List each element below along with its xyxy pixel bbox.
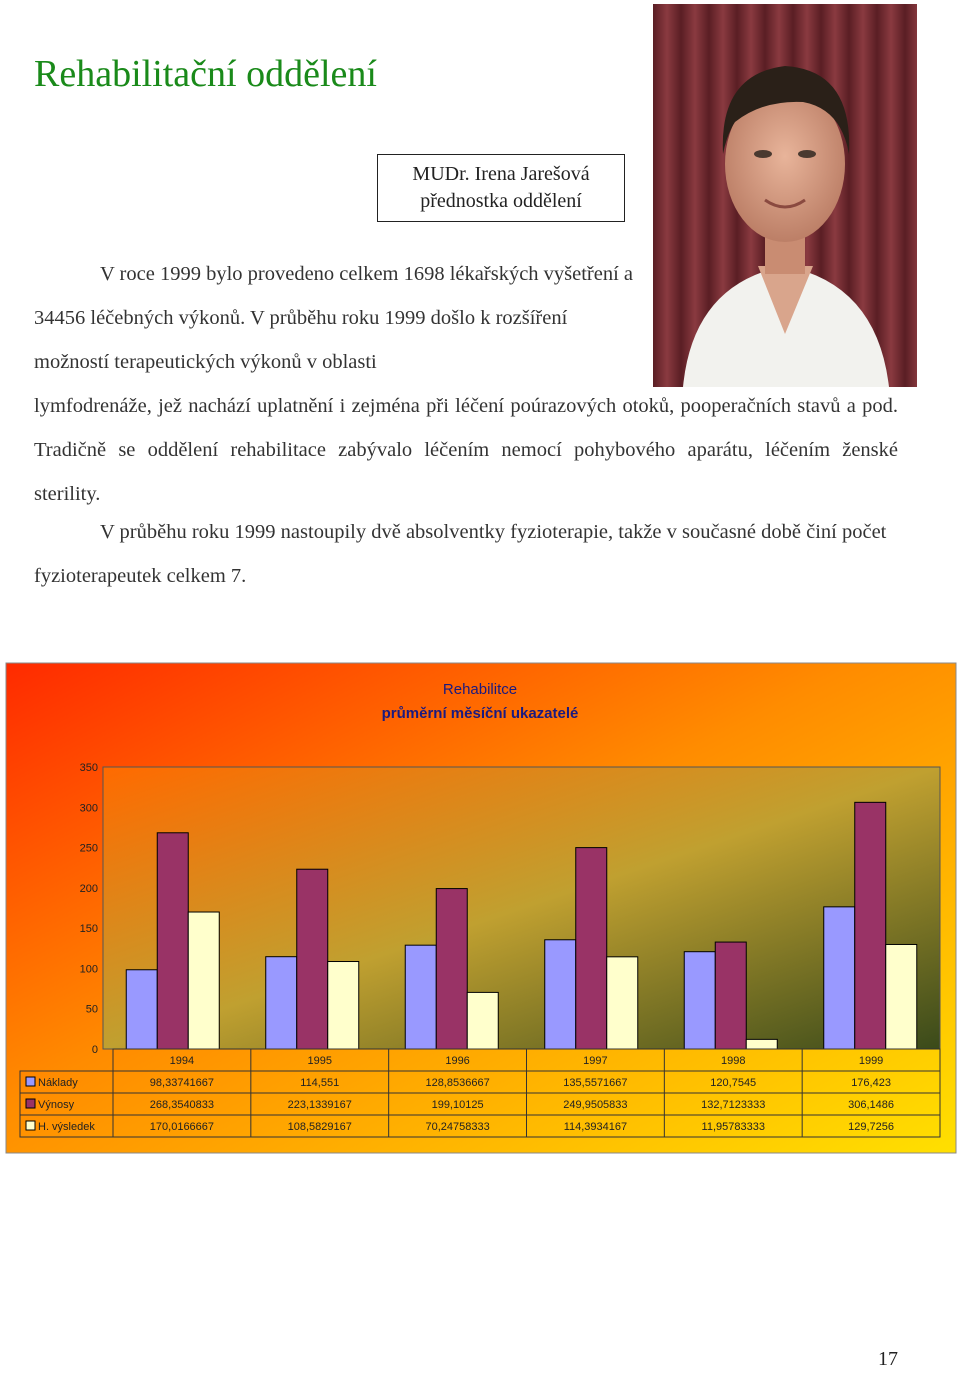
category-label: 1998	[721, 1055, 746, 1067]
y-tick-label: 50	[85, 1003, 98, 1016]
data-value: 176,423	[851, 1077, 891, 1089]
bar-2-1995	[297, 869, 328, 1049]
y-tick-label: 350	[79, 762, 98, 774]
paragraph-2-text: V průběhu roku 1999 nastoupily dvě absolventky fyzioterapie, takže v současné době činí počet fyzioterapeutek celkem 7.	[34, 521, 887, 587]
data-value: 223,1339167	[287, 1099, 352, 1111]
caption-role: přednostka oddělení	[420, 190, 582, 212]
data-value: 98,33741667	[149, 1077, 215, 1089]
data-value: 135,5571667	[563, 1077, 628, 1089]
bar-1-1997	[545, 940, 576, 1049]
y-tick-label: 250	[79, 842, 98, 855]
category-label: 1997	[583, 1055, 608, 1067]
data-value: 114,3934167	[563, 1121, 628, 1133]
data-value: 132,7123333	[701, 1099, 766, 1111]
y-tick-label: 300	[79, 802, 98, 815]
data-value: 114,551	[300, 1077, 340, 1089]
legend-swatch	[26, 1121, 35, 1130]
category-label: 1996	[445, 1055, 470, 1067]
bar-2-1997	[576, 848, 607, 1049]
bar-1-1994	[126, 970, 157, 1049]
y-tick-label: 100	[79, 963, 98, 976]
legend-swatch	[26, 1099, 35, 1108]
legend-label: Náklady	[38, 1077, 78, 1089]
bar-3-1995	[328, 962, 359, 1049]
data-value: 128,8536667	[425, 1077, 490, 1089]
bar-1-1995	[266, 957, 297, 1049]
data-value: 306,1486	[848, 1099, 895, 1111]
data-value: 70,24758333	[425, 1121, 490, 1133]
legend-swatch	[26, 1077, 35, 1086]
data-value: 129,7256	[848, 1121, 895, 1133]
plot-area	[103, 767, 940, 1049]
data-value: 11,95783333	[701, 1121, 765, 1133]
bar-3-1996	[467, 992, 498, 1049]
legend-label: Výnosy	[38, 1099, 75, 1111]
data-value: 120,7545	[710, 1077, 757, 1089]
y-tick-label: 150	[79, 923, 98, 936]
bar-2-1999	[855, 802, 886, 1049]
bar-1-1998	[684, 952, 715, 1049]
bar-3-1994	[188, 912, 219, 1049]
category-label: 1995	[307, 1055, 332, 1067]
bar-3-1998	[746, 1039, 777, 1049]
data-value: 268,3540833	[149, 1099, 215, 1111]
bar-1-1996	[405, 945, 436, 1049]
category-label: 1994	[169, 1055, 195, 1067]
bar-1-1999	[824, 907, 855, 1049]
category-label: 1999	[858, 1055, 884, 1067]
bar-2-1994	[157, 833, 188, 1049]
legend-label: H. výsledek	[38, 1121, 95, 1133]
chart-title: Rehabilitce	[442, 681, 518, 698]
y-tick-label: 200	[79, 882, 98, 895]
page-number: 17	[878, 1348, 898, 1370]
paragraph-1-end: lymfodrenáže, jež nachází uplatnění i zejména při léčení poúrazových otoků, pooperačních stavů a pod. Tradičně se oddělení rehabilitace zabývalo léčením nemocí pohybového aparátu, léčením ženské sterility.	[34, 395, 898, 505]
paragraph-1-start-text: V roce 1999 bylo provedeno celkem 1698 lékařských vyšetření a 34456 léčebných výkonů. V průběhu roku 1999 došlo k rozšíření možností terapeutických výkonů v oblasti	[34, 263, 634, 373]
data-value: 108,5829167	[287, 1121, 352, 1133]
y-tick-label: 0	[91, 1044, 98, 1056]
bar-3-1999	[886, 944, 917, 1049]
data-value: 199,10125	[431, 1099, 484, 1111]
data-value: 170,0166667	[149, 1121, 215, 1133]
bar-2-1998	[715, 942, 746, 1049]
caption-name: MUDr. Irena Jarešová	[412, 163, 590, 185]
data-value: 249,9505833	[563, 1099, 628, 1111]
bar-2-1996	[436, 889, 467, 1049]
chart-subtitle: průměrní měsíční ukazatelé	[381, 705, 579, 722]
bar-3-1997	[607, 957, 638, 1049]
page-title: Rehabilitační oddělení	[34, 53, 377, 95]
